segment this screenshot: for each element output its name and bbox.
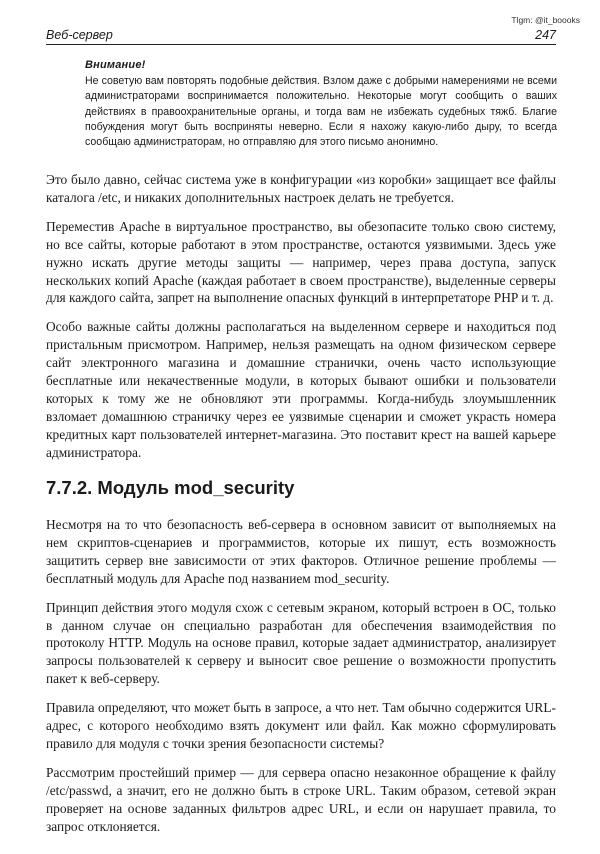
paragraph: Особо важные сайты должны располагаться на выделенном сервере и находиться под пристальным присмотром. Например, нельзя размещать на одном физическом сервере сайт электронного магазина и домашние странички, очень часто использующие бесплатные или некачественные модули, в которых бывают ошибки и пользователи которых к тому же не обновляют эти программы. Когда-нибудь злоумышленник взломает домашнюю страничку через ее уязвимые сценарии и сможет украсть номера кредитных карт пользователей интернет-магазина. Это поставит крест на вашей карьере администратора. xyxy=(46,319,556,460)
note-title: Внимание! xyxy=(85,59,146,71)
warning-note xyxy=(85,58,557,150)
page-number: 247 xyxy=(535,28,556,42)
running-header xyxy=(46,28,556,45)
paragraph: Несмотря на то что безопасность веб-сервера в основном зависит от выполняемых на нем скриптов-сценариев и программистов, которые их пишут, есть возможность защитить сервер вне зависимости от этих факторов. Отличное решение проблемы — бесплатный модуль для Apache под названием mod_security. xyxy=(46,517,556,586)
body-block-before-heading xyxy=(46,171,556,473)
paragraph: Правила определяют, что может быть в запросе, а что нет. Там обычно содержится URL-адрес, с которого необходимо взять документ или файл. Как можно сформулировать правило для модуля с точки зрения безопасности системы? xyxy=(46,700,556,751)
section-heading: 7.7.2. Модуль mod_security xyxy=(46,477,295,498)
paragraph: Принцип действия этого модуля схож с сетевым экраном, который встроен в ОС, только в данном случае он специально разработан для обеспечения взаимодействия по протоколу HTTP. Модуль на основе правил, которые задает администратор, анализирует запросы пользователей к серверу и выносит свое решение о возможности пропустить пакет к веб-серверу. xyxy=(46,599,556,687)
header-title: Веб-сервер xyxy=(46,28,113,42)
paragraph: Это было давно, сейчас система уже в конфигурации «из коробки» защищает все файлы каталога /etc, и никаких дополнительных настроек делать не требуется. xyxy=(46,172,556,205)
watermark: Tlgm: @it_boooks xyxy=(511,15,580,25)
note-text: Не советую вам повторять подобные действия. Взлом даже с добрыми намерениями не всеми администраторами воспринимается положительно. Некоторые могут сообщить о ваших действиях в правоохранительные органы, и тогда вам не избежать судебных тяжб. Благие побуждения могут быть восприняты неверно. Если я нахожу какую-либо дыру, то всегда сообщаю администраторам, но отправляю для этого письмо анонимно. xyxy=(85,75,557,149)
body-block-after-heading xyxy=(46,516,556,847)
paragraph: Рассмотрим простейший пример — для сервера опасно незаконное обращение к файлу /etc/passwd, а значит, его не должно быть в строке URL. Таким образом, сетевой экран проверяет на основе заданных фильтров адрес URL, и если он нарушает правила, то запрос отклоняется. xyxy=(46,764,556,834)
paragraph: Переместив Apache в виртуальное пространство, вы обезопасите только свою систему, но все сайты, которые работают в этом пространстве, остаются уязвимыми. Здесь уже нужно искать другие методы защиты — например, через права доступа, запуск нескольких копий Apache (каждая работает в своем пространстве), выделенные серверы для каждого сайта, запрет на выполнение опасных функций в интерпретаторе PHP и т. д. xyxy=(46,218,556,306)
